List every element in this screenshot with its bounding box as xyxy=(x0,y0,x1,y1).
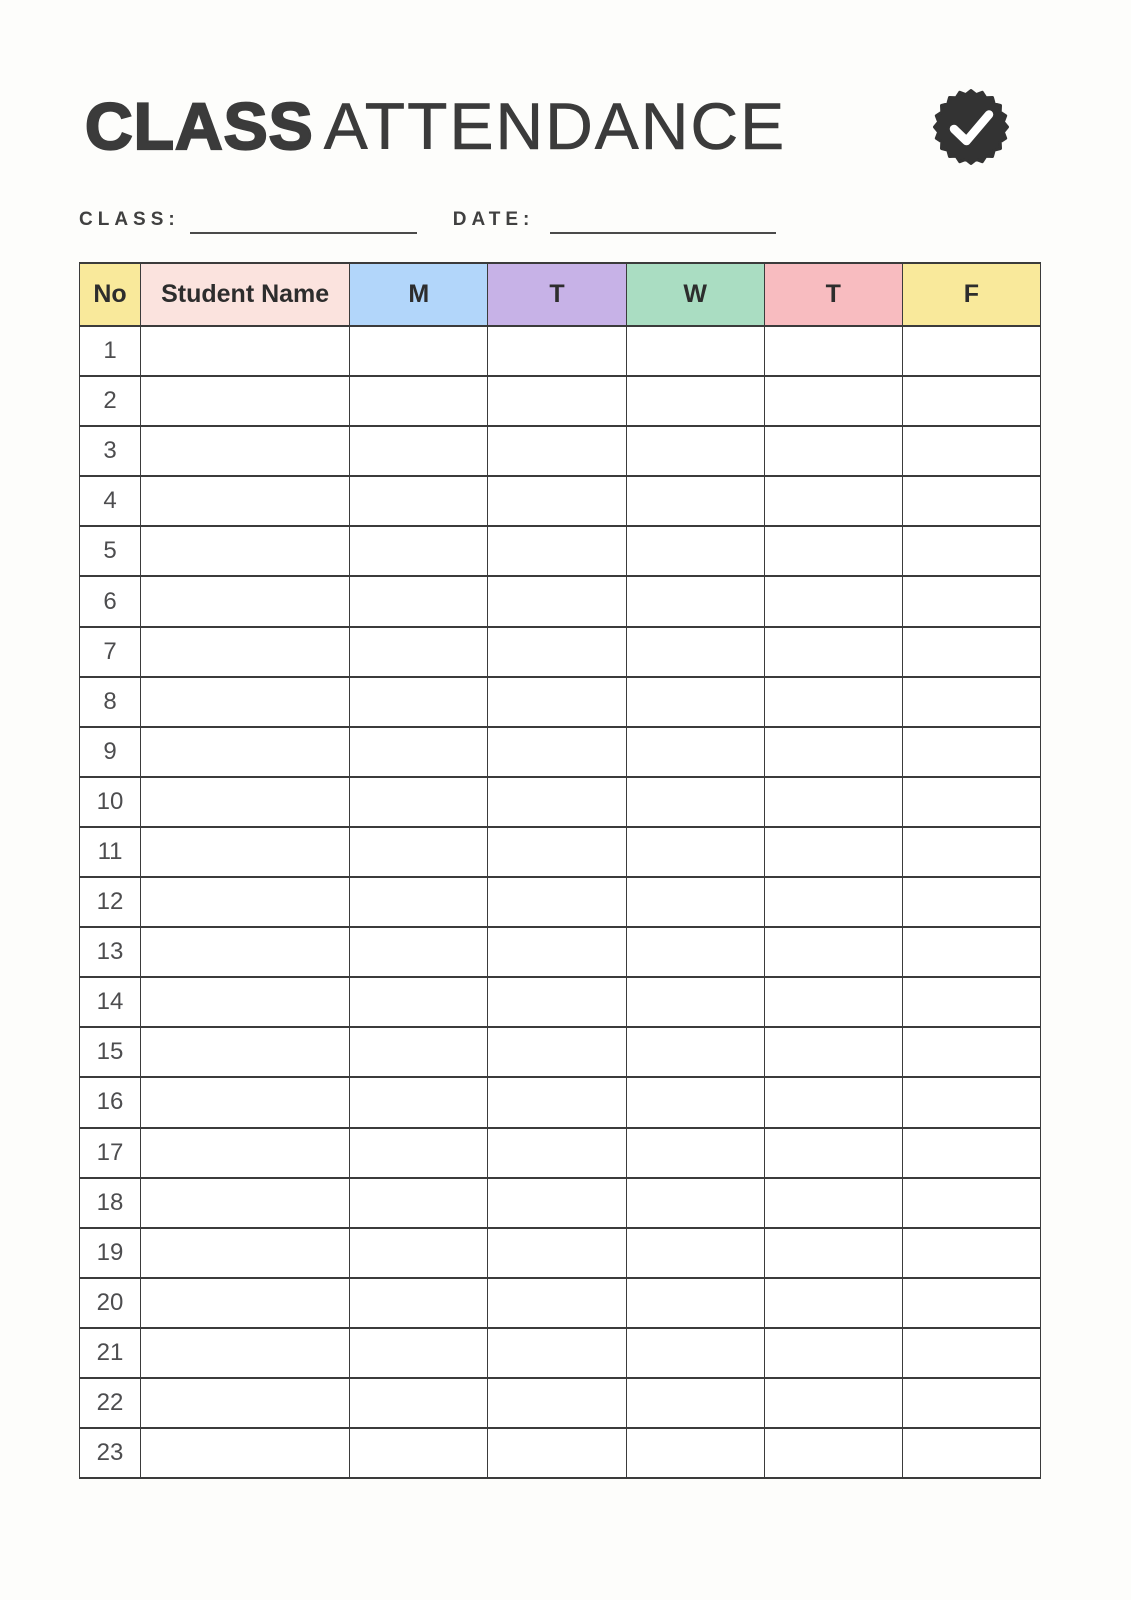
cell-thu[interactable] xyxy=(764,476,902,526)
table-row xyxy=(80,1178,1041,1228)
cell-thu[interactable] xyxy=(764,777,902,827)
cell-wed[interactable] xyxy=(626,1178,764,1228)
cell-fri[interactable] xyxy=(902,827,1040,877)
row-number: 21 xyxy=(80,1328,141,1378)
cell-thu[interactable] xyxy=(764,326,902,376)
table-row xyxy=(80,1128,1041,1178)
cell-fri[interactable] xyxy=(902,526,1040,576)
cell-mon[interactable] xyxy=(350,326,488,376)
cell-student_name[interactable] xyxy=(141,677,350,727)
cell-mon[interactable] xyxy=(350,1178,488,1228)
row-number: 22 xyxy=(80,1378,141,1428)
table-row xyxy=(80,677,1041,727)
cell-mon[interactable] xyxy=(350,1228,488,1278)
table-row xyxy=(80,877,1041,927)
cell-mon[interactable] xyxy=(350,1027,488,1077)
cell-tue[interactable] xyxy=(488,326,626,376)
cell-thu[interactable] xyxy=(764,627,902,677)
cell-student_name[interactable] xyxy=(141,326,350,376)
row-number: 10 xyxy=(80,777,141,827)
column-header-tue: T xyxy=(488,263,626,326)
cell-student_name[interactable] xyxy=(141,1328,350,1378)
table-row xyxy=(80,927,1041,977)
cell-fri[interactable] xyxy=(902,727,1040,777)
cell-mon[interactable] xyxy=(350,1328,488,1378)
cell-student_name[interactable] xyxy=(141,827,350,877)
cell-mon[interactable] xyxy=(350,426,488,476)
cell-student_name[interactable] xyxy=(141,1128,350,1178)
cell-mon[interactable] xyxy=(350,1278,488,1328)
cell-thu[interactable] xyxy=(764,1128,902,1178)
row-number: 14 xyxy=(80,977,141,1027)
cell-tue[interactable] xyxy=(488,877,626,927)
cell-mon[interactable] xyxy=(350,376,488,426)
cell-wed[interactable] xyxy=(626,1278,764,1328)
date-field-label: DATE: xyxy=(452,209,535,230)
table-row xyxy=(80,476,1041,526)
cell-student_name[interactable] xyxy=(141,1178,350,1228)
cell-thu[interactable] xyxy=(764,827,902,877)
cell-wed[interactable] xyxy=(626,1378,764,1428)
row-number: 18 xyxy=(80,1178,141,1228)
cell-fri[interactable] xyxy=(902,476,1040,526)
cell-tue[interactable] xyxy=(488,1027,626,1077)
cell-fri[interactable] xyxy=(902,977,1040,1027)
cell-fri[interactable] xyxy=(902,1077,1040,1127)
row-number: 6 xyxy=(80,576,141,626)
cell-wed[interactable] xyxy=(626,727,764,777)
cell-thu[interactable] xyxy=(764,727,902,777)
row-number: 7 xyxy=(80,627,141,677)
cell-wed[interactable] xyxy=(626,927,764,977)
cell-thu[interactable] xyxy=(764,426,902,476)
cell-student_name[interactable] xyxy=(141,627,350,677)
cell-thu[interactable] xyxy=(764,927,902,977)
cell-student_name[interactable] xyxy=(141,1077,350,1127)
row-number: 12 xyxy=(80,877,141,927)
cell-tue[interactable] xyxy=(488,777,626,827)
cell-student_name[interactable] xyxy=(141,1027,350,1077)
cell-thu[interactable] xyxy=(764,1328,902,1378)
cell-fri[interactable] xyxy=(902,576,1040,626)
cell-student_name[interactable] xyxy=(141,526,350,576)
cell-tue[interactable] xyxy=(488,426,626,476)
cell-wed[interactable] xyxy=(626,576,764,626)
date-field-input[interactable] xyxy=(550,209,776,234)
cell-mon[interactable] xyxy=(350,476,488,526)
row-number: 2 xyxy=(80,376,141,426)
cell-wed[interactable] xyxy=(626,1128,764,1178)
row-number: 15 xyxy=(80,1027,141,1077)
table-row xyxy=(80,1228,1041,1278)
cell-tue[interactable] xyxy=(488,526,626,576)
column-header-wed: W xyxy=(626,263,764,326)
cell-mon[interactable] xyxy=(350,576,488,626)
table-row xyxy=(80,727,1041,777)
table-row xyxy=(80,977,1041,1027)
page-header xyxy=(79,88,1041,166)
table-row xyxy=(80,526,1041,576)
cell-wed[interactable] xyxy=(626,1027,764,1077)
cell-fri[interactable] xyxy=(902,777,1040,827)
table-row xyxy=(80,426,1041,476)
row-number: 20 xyxy=(80,1278,141,1328)
cell-tue[interactable] xyxy=(488,927,626,977)
cell-fri[interactable] xyxy=(902,1328,1040,1378)
cell-mon[interactable] xyxy=(350,827,488,877)
cell-student_name[interactable] xyxy=(141,1278,350,1328)
cell-wed[interactable] xyxy=(626,877,764,927)
cell-mon[interactable] xyxy=(350,677,488,727)
cell-wed[interactable] xyxy=(626,1428,764,1478)
cell-mon[interactable] xyxy=(350,526,488,576)
table-row xyxy=(80,1328,1041,1378)
cell-tue[interactable] xyxy=(488,627,626,677)
page-title-secondary: ATTENDANCE xyxy=(323,89,787,164)
cell-wed[interactable] xyxy=(626,526,764,576)
table-row xyxy=(80,777,1041,827)
column-header-no: No xyxy=(80,263,141,326)
row-number: 5 xyxy=(80,526,141,576)
cell-fri[interactable] xyxy=(902,426,1040,476)
column-header-mon: M xyxy=(350,263,488,326)
class-field-input[interactable] xyxy=(190,209,417,234)
cell-student_name[interactable] xyxy=(141,426,350,476)
cell-fri[interactable] xyxy=(902,677,1040,727)
cell-fri[interactable] xyxy=(902,927,1040,977)
cell-thu[interactable] xyxy=(764,977,902,1027)
cell-tue[interactable] xyxy=(488,1178,626,1228)
column-header-student_name: Student Name xyxy=(141,263,350,326)
cell-thu[interactable] xyxy=(764,877,902,927)
cell-mon[interactable] xyxy=(350,627,488,677)
row-number: 3 xyxy=(80,426,141,476)
table-row xyxy=(80,1027,1041,1077)
table-row xyxy=(80,326,1041,376)
row-number: 23 xyxy=(80,1428,141,1478)
cell-thu[interactable] xyxy=(764,576,902,626)
check-seal-icon xyxy=(932,88,1010,166)
row-number: 19 xyxy=(80,1228,141,1278)
cell-mon[interactable] xyxy=(350,727,488,777)
table-row xyxy=(80,1428,1041,1478)
table-body xyxy=(80,326,1041,1478)
cell-student_name[interactable] xyxy=(141,727,350,777)
cell-mon[interactable] xyxy=(350,777,488,827)
form-fields xyxy=(79,207,1131,234)
row-number: 8 xyxy=(80,677,141,727)
cell-tue[interactable] xyxy=(488,977,626,1027)
table-row xyxy=(80,627,1041,677)
table-row xyxy=(80,1077,1041,1127)
cell-tue[interactable] xyxy=(488,476,626,526)
cell-tue[interactable] xyxy=(488,1328,626,1378)
cell-mon[interactable] xyxy=(350,1378,488,1428)
cell-thu[interactable] xyxy=(764,1378,902,1428)
cell-fri[interactable] xyxy=(902,877,1040,927)
table-row xyxy=(80,376,1041,426)
cell-tue[interactable] xyxy=(488,727,626,777)
cell-student_name[interactable] xyxy=(141,376,350,426)
cell-tue[interactable] xyxy=(488,1378,626,1428)
cell-wed[interactable] xyxy=(626,827,764,877)
column-header-thu: T xyxy=(764,263,902,326)
cell-tue[interactable] xyxy=(488,1428,626,1478)
cell-wed[interactable] xyxy=(626,627,764,677)
table-row xyxy=(80,1278,1041,1328)
cell-thu[interactable] xyxy=(764,1178,902,1228)
cell-tue[interactable] xyxy=(488,576,626,626)
row-number: 16 xyxy=(80,1077,141,1127)
cell-student_name[interactable] xyxy=(141,1378,350,1428)
table-row xyxy=(80,1378,1041,1428)
cell-wed[interactable] xyxy=(626,1228,764,1278)
cell-wed[interactable] xyxy=(626,677,764,727)
cell-tue[interactable] xyxy=(488,1077,626,1127)
cell-student_name[interactable] xyxy=(141,927,350,977)
cell-wed[interactable] xyxy=(626,777,764,827)
cell-wed[interactable] xyxy=(626,476,764,526)
cell-thu[interactable] xyxy=(764,1428,902,1478)
cell-thu[interactable] xyxy=(764,526,902,576)
cell-tue[interactable] xyxy=(488,376,626,426)
table-row xyxy=(80,576,1041,626)
cell-fri[interactable] xyxy=(902,627,1040,677)
cell-tue[interactable] xyxy=(488,677,626,727)
cell-thu[interactable] xyxy=(764,1228,902,1278)
row-number: 4 xyxy=(80,476,141,526)
cell-wed[interactable] xyxy=(626,376,764,426)
cell-student_name[interactable] xyxy=(141,576,350,626)
cell-fri[interactable] xyxy=(902,1428,1040,1478)
cell-student_name[interactable] xyxy=(141,1428,350,1478)
cell-fri[interactable] xyxy=(902,326,1040,376)
cell-tue[interactable] xyxy=(488,827,626,877)
cell-thu[interactable] xyxy=(764,1077,902,1127)
cell-thu[interactable] xyxy=(764,677,902,727)
row-number: 9 xyxy=(80,727,141,777)
cell-mon[interactable] xyxy=(350,1128,488,1178)
cell-wed[interactable] xyxy=(626,326,764,376)
cell-thu[interactable] xyxy=(764,1027,902,1077)
cell-student_name[interactable] xyxy=(141,476,350,526)
cell-student_name[interactable] xyxy=(141,1228,350,1278)
row-number: 1 xyxy=(80,326,141,376)
cell-tue[interactable] xyxy=(488,1128,626,1178)
cell-wed[interactable] xyxy=(626,977,764,1027)
cell-fri[interactable] xyxy=(902,1378,1040,1428)
cell-fri[interactable] xyxy=(902,1027,1040,1077)
cell-wed[interactable] xyxy=(626,1328,764,1378)
table-row xyxy=(80,827,1041,877)
cell-tue[interactable] xyxy=(488,1278,626,1328)
page-title xyxy=(85,90,786,164)
row-number: 17 xyxy=(80,1128,141,1178)
cell-mon[interactable] xyxy=(350,1428,488,1478)
cell-student_name[interactable] xyxy=(141,977,350,1027)
page-title-primary: CLASS xyxy=(85,89,314,164)
cell-fri[interactable] xyxy=(902,1228,1040,1278)
cell-thu[interactable] xyxy=(764,376,902,426)
cell-fri[interactable] xyxy=(902,376,1040,426)
cell-mon[interactable] xyxy=(350,1077,488,1127)
cell-thu[interactable] xyxy=(764,1278,902,1328)
attendance-table xyxy=(79,262,1041,1479)
cell-mon[interactable] xyxy=(350,977,488,1027)
row-number: 13 xyxy=(80,927,141,977)
cell-wed[interactable] xyxy=(626,426,764,476)
cell-fri[interactable] xyxy=(902,1278,1040,1328)
column-header-fri: F xyxy=(902,263,1040,326)
cell-mon[interactable] xyxy=(350,927,488,977)
class-field-label: CLASS: xyxy=(79,209,180,230)
cell-fri[interactable] xyxy=(902,1178,1040,1228)
cell-fri[interactable] xyxy=(902,1128,1040,1178)
row-number: 11 xyxy=(80,827,141,877)
cell-student_name[interactable] xyxy=(141,777,350,827)
cell-tue[interactable] xyxy=(488,1228,626,1278)
table-header-row xyxy=(80,263,1041,326)
cell-student_name[interactable] xyxy=(141,877,350,927)
cell-wed[interactable] xyxy=(626,1077,764,1127)
cell-mon[interactable] xyxy=(350,877,488,927)
